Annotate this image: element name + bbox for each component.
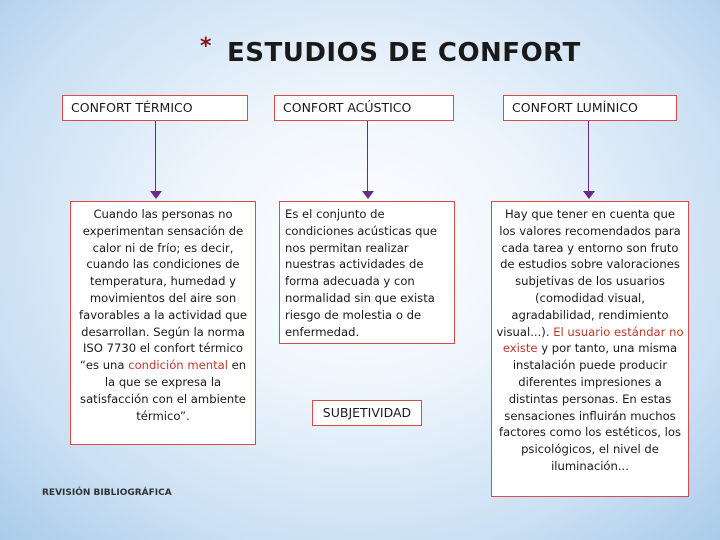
connector-termico [155, 121, 156, 193]
desc-termico-part2: en la que se expresa la satisfacción con el ambiente térmico”. [80, 358, 247, 423]
title-area [0, 34, 720, 74]
arrow-termico-icon [150, 191, 162, 199]
header-box-termico [62, 95, 248, 121]
note-label-subjetividad: SUBJETIVIDAD [322, 405, 412, 420]
desc-box-luminico [491, 201, 689, 497]
desc-luminico-part1: Hay que tener en cuenta que los valores recomendados para cada tarea y entorno son fruto de estudios sobre valoraciones subjetivas de los usuarios (comodidad visual, agradabilidad, rendimiento visual...). [496, 207, 681, 339]
connector-acustico [367, 121, 368, 193]
header-label-termico: CONFORT TÉRMICO [71, 100, 193, 115]
desc-termico-part1: Cuando las personas no experimentan sensación de calor ni de frío; es decir, cuando las condiciones de temperatura, humedad y movimientos del aire son favorables a la actividad que desarrollan. Según la norma ISO 7730 el confort térmico “es una [79, 207, 247, 373]
note-box-subjetividad [312, 400, 422, 426]
arrow-luminico-icon [583, 191, 595, 199]
footer-label: REVISIÓN BIBLIOGRÁFICA [42, 488, 172, 498]
arrow-acustico-icon [362, 191, 374, 199]
desc-acustico: Es el conjunto de condiciones acústicas que nos permitan realizar nuestras actividades de forma adecuada y con normalidad sin que exista riesgo de molestia o de enfermedad. [285, 207, 437, 339]
desc-luminico-highlight: El usuario estándar no existe [502, 324, 684, 356]
title-bullet: * [200, 34, 212, 59]
header-box-acustico [274, 95, 454, 121]
desc-box-acustico [279, 201, 455, 344]
page-title: ESTUDIOS DE CONFORT [227, 38, 581, 68]
header-box-luminico [503, 95, 677, 121]
desc-luminico-part2: y por tanto, una misma instalación puede producir diferentes impresiones a distintas personas. En estas sensaciones influirán muchos factores como los estéticos, los psicológicos, el nivel de iluminación... [498, 341, 681, 473]
desc-termico-highlight: condición mental [128, 358, 228, 373]
connector-luminico [588, 121, 589, 193]
header-label-acustico: CONFORT ACÚSTICO [283, 100, 412, 115]
desc-box-termico [70, 201, 256, 445]
header-label-luminico: CONFORT LUMÍNICO [512, 100, 638, 115]
